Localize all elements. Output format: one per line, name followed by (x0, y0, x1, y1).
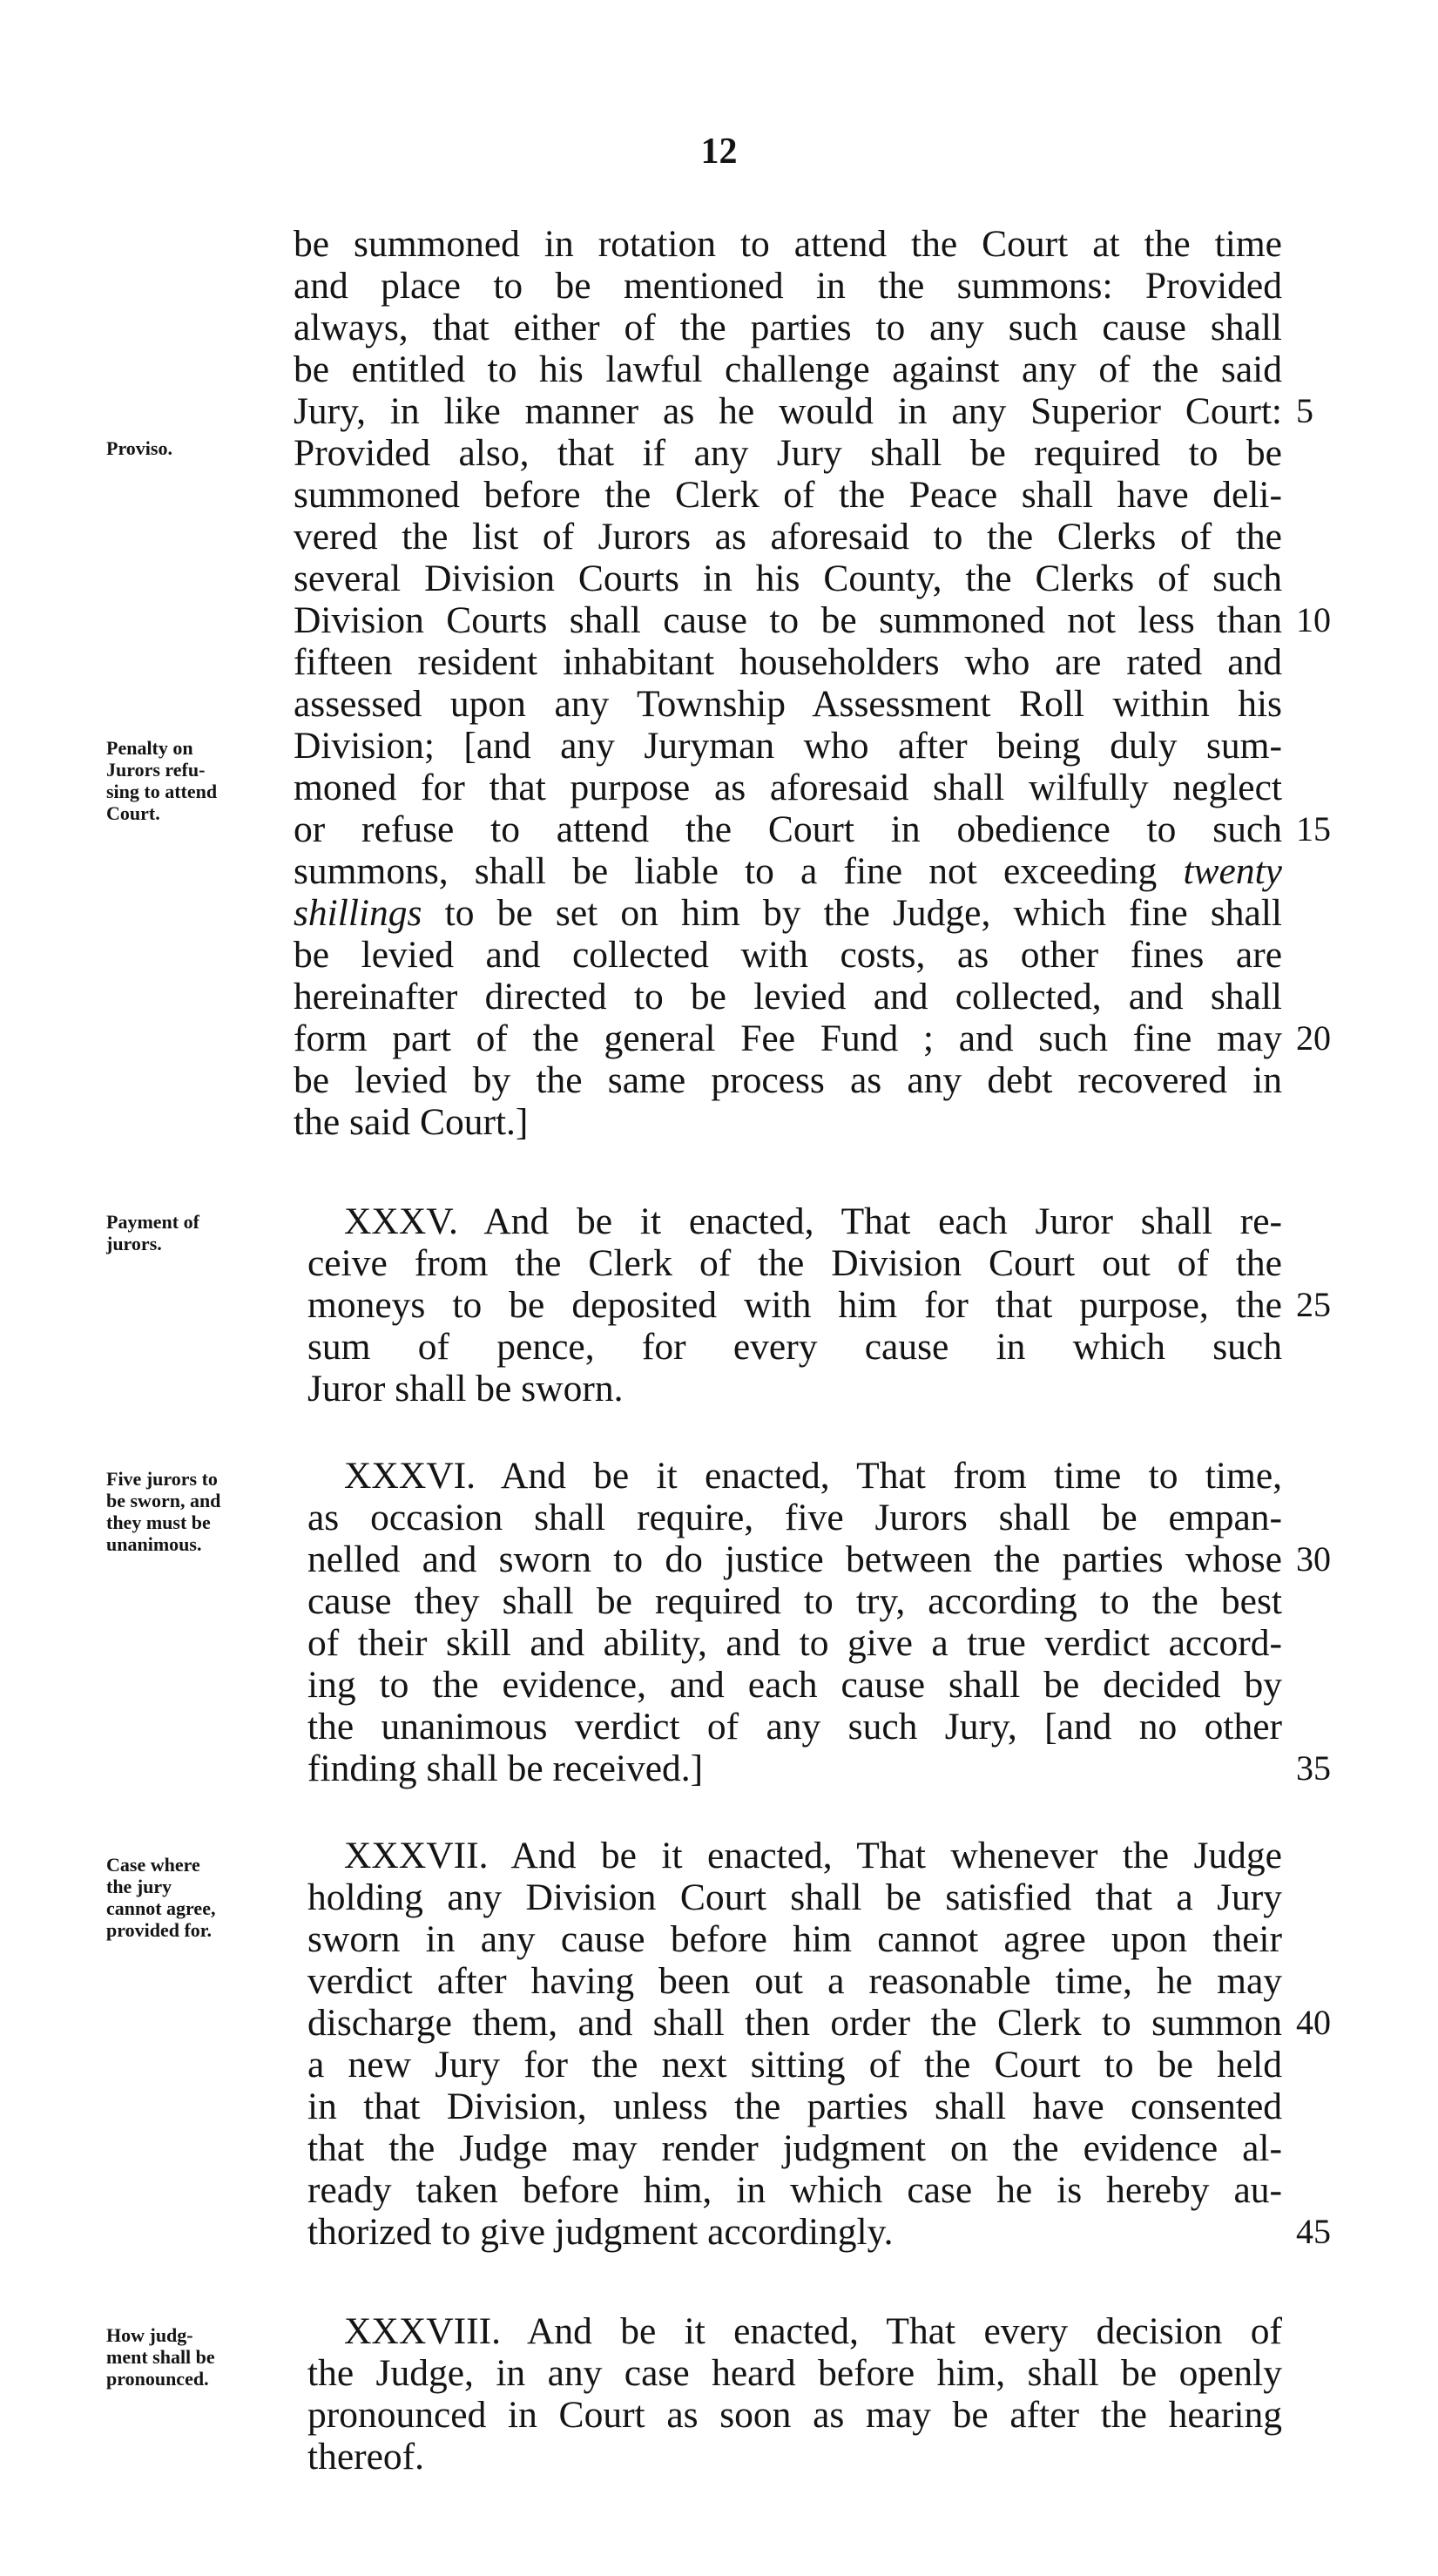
body-line: fifteen resident inhabitant householders who are rated and (294, 641, 1282, 683)
body-line: Juror shall be sworn. (307, 1368, 624, 1410)
body-line: that the Judge may render judgment on the evidence al- (307, 2127, 1282, 2169)
body-line: cause they shall be required to try, according to the best (307, 1580, 1282, 1622)
line-number: 20 (1296, 1018, 1331, 1058)
page-number: 12 (700, 132, 738, 172)
body-line: form part of the general Fee Fund ; and such fine may (294, 1018, 1282, 1059)
margin-note-jury-disagree (106, 1854, 280, 1941)
section-heading-line: XXXVII. And be it enacted, That whenever the Judge (344, 1835, 1282, 1876)
body-line: the said Court.] (294, 1101, 529, 1143)
body-line: moned for that purpose as aforesaid shall wilfully neglect (294, 767, 1282, 808)
body-line: several Division Courts in his County, the Clerks of such (294, 558, 1282, 599)
body-line: as occasion shall require, five Jurors shall be empan- (307, 1497, 1282, 1538)
body-line: Jury, in like manner as he would in any Superior Court: (294, 390, 1282, 432)
body-line: of their skill and ability, and to give a true verdict accord- (307, 1622, 1282, 1664)
body-line: Provided also, that if any Jury shall be required to be (294, 432, 1282, 474)
body-line: sworn in any cause before him cannot agree upon their (307, 1918, 1282, 1960)
margin-note-line: sing to attend (106, 781, 218, 802)
margin-note-line: Proviso. (106, 437, 172, 459)
body-line: nelled and sworn to do justice between the parties whose (307, 1538, 1282, 1580)
margin-note-line: jurors. (106, 1233, 162, 1254)
margin-note-judgment (106, 2324, 280, 2390)
margin-note-penalty (106, 737, 280, 824)
body-line: pronounced in Court as soon as may be after the hearing (307, 2394, 1282, 2436)
body-line: assessed upon any Township Assessment Roll within his (294, 683, 1282, 725)
body-line: discharge them, and shall then order the Clerk to summon (307, 2002, 1282, 2044)
margin-note-line: Five jurors to (106, 1468, 218, 1490)
body-line: ing to the evidence, and each cause shall be decided by (307, 1664, 1282, 1706)
body-line: in that Division, unless the parties shall have consented (307, 2086, 1282, 2127)
body-line: thereof. (307, 2436, 425, 2478)
line-number: 15 (1296, 809, 1331, 849)
margin-note-line: be sworn, and (106, 1490, 221, 1511)
body-line: summons, shall be liable to a fine not exceeding twenty (294, 850, 1282, 892)
margin-note-payment (106, 1211, 280, 1254)
body-line: shillings to be set on him by the Judge, which fine shall (294, 892, 1282, 934)
body-line: hereinafter directed to be levied and collected, and shall (294, 976, 1282, 1018)
body-line: be levied by the same process as any debt recovered in (294, 1059, 1282, 1101)
margin-note-line: provided for. (106, 1919, 213, 1941)
body-line: ready taken before him, in which case he is hereby au- (307, 2169, 1282, 2211)
margin-note-line: the jury (106, 1876, 172, 1897)
body-line: ceive from the Clerk of the Division Court out of the (307, 1242, 1282, 1284)
margin-note-line: How judg- (106, 2324, 193, 2346)
body-line: be summoned in rotation to attend the Court at the time (294, 223, 1282, 265)
body-line: vered the list of Jurors as aforesaid to the Clerks of the (294, 516, 1282, 558)
line-number: 5 (1296, 391, 1313, 430)
body-line: a new Jury for the next sitting of the Court to be held (307, 2044, 1282, 2086)
body-line: be levied and collected with costs, as other fines are (294, 934, 1282, 976)
body-line: sum of pence, for every cause in which such (307, 1326, 1282, 1368)
line-number: 10 (1296, 600, 1331, 639)
margin-note-line: cannot agree, (106, 1897, 216, 1919)
body-line: Division Courts shall cause to be summoned not less than (294, 599, 1282, 641)
margin-note-proviso (106, 437, 280, 459)
margin-note-line: Payment of (106, 1211, 199, 1233)
body-line: and place to be mentioned in the summons: Provided (294, 265, 1282, 307)
line-number: 30 (1296, 1539, 1331, 1579)
line-number: 35 (1296, 1748, 1331, 1788)
body-line: moneys to be deposited with him for that purpose, the (307, 1284, 1282, 1326)
body-line: always, that either of the parties to any such cause shall (294, 307, 1282, 348)
margin-note-line: Penalty on (106, 737, 193, 759)
margin-note-line: pronounced. (106, 2368, 209, 2390)
line-number: 25 (1296, 1285, 1331, 1324)
section-heading-line: XXXVI. And be it enacted, That from time to time, (344, 1455, 1282, 1497)
body-line: the unanimous verdict of any such Jury, [and no other (307, 1706, 1282, 1748)
margin-note-line: ment shall be (106, 2346, 215, 2368)
margin-note-five-jurors (106, 1468, 280, 1555)
margin-note-line: Court. (106, 802, 160, 824)
body-line: finding shall be received.] (307, 1748, 704, 1789)
margin-note-line: Jurors refu- (106, 759, 206, 781)
body-line: thorized to give judgment accordingly. (307, 2211, 894, 2253)
body-line: Division; [and any Juryman who after being duly sum- (294, 725, 1282, 767)
margin-note-line: Case where (106, 1854, 200, 1876)
body-line: the Judge, in any case heard before him, shall be openly (307, 2352, 1282, 2394)
margin-note-line: they must be (106, 1511, 211, 1533)
margin-note-line: unanimous. (106, 1533, 202, 1555)
body-line: be entitled to his lawful challenge against any of the said (294, 348, 1282, 390)
line-number: 40 (1296, 2003, 1331, 2042)
body-line: or refuse to attend the Court in obedience to such (294, 808, 1282, 850)
line-number: 45 (1296, 2212, 1331, 2251)
body-line: verdict after having been out a reasonable time, he may (307, 1960, 1282, 2002)
body-line: summoned before the Clerk of the Peace shall have deli- (294, 474, 1282, 516)
section-heading-line: XXXVIII. And be it enacted, That every decision of (344, 2310, 1282, 2352)
body-line: holding any Division Court shall be satisfied that a Jury (307, 1876, 1282, 1918)
section-heading-line: XXXV. And be it enacted, That each Juror shall re- (344, 1200, 1282, 1242)
